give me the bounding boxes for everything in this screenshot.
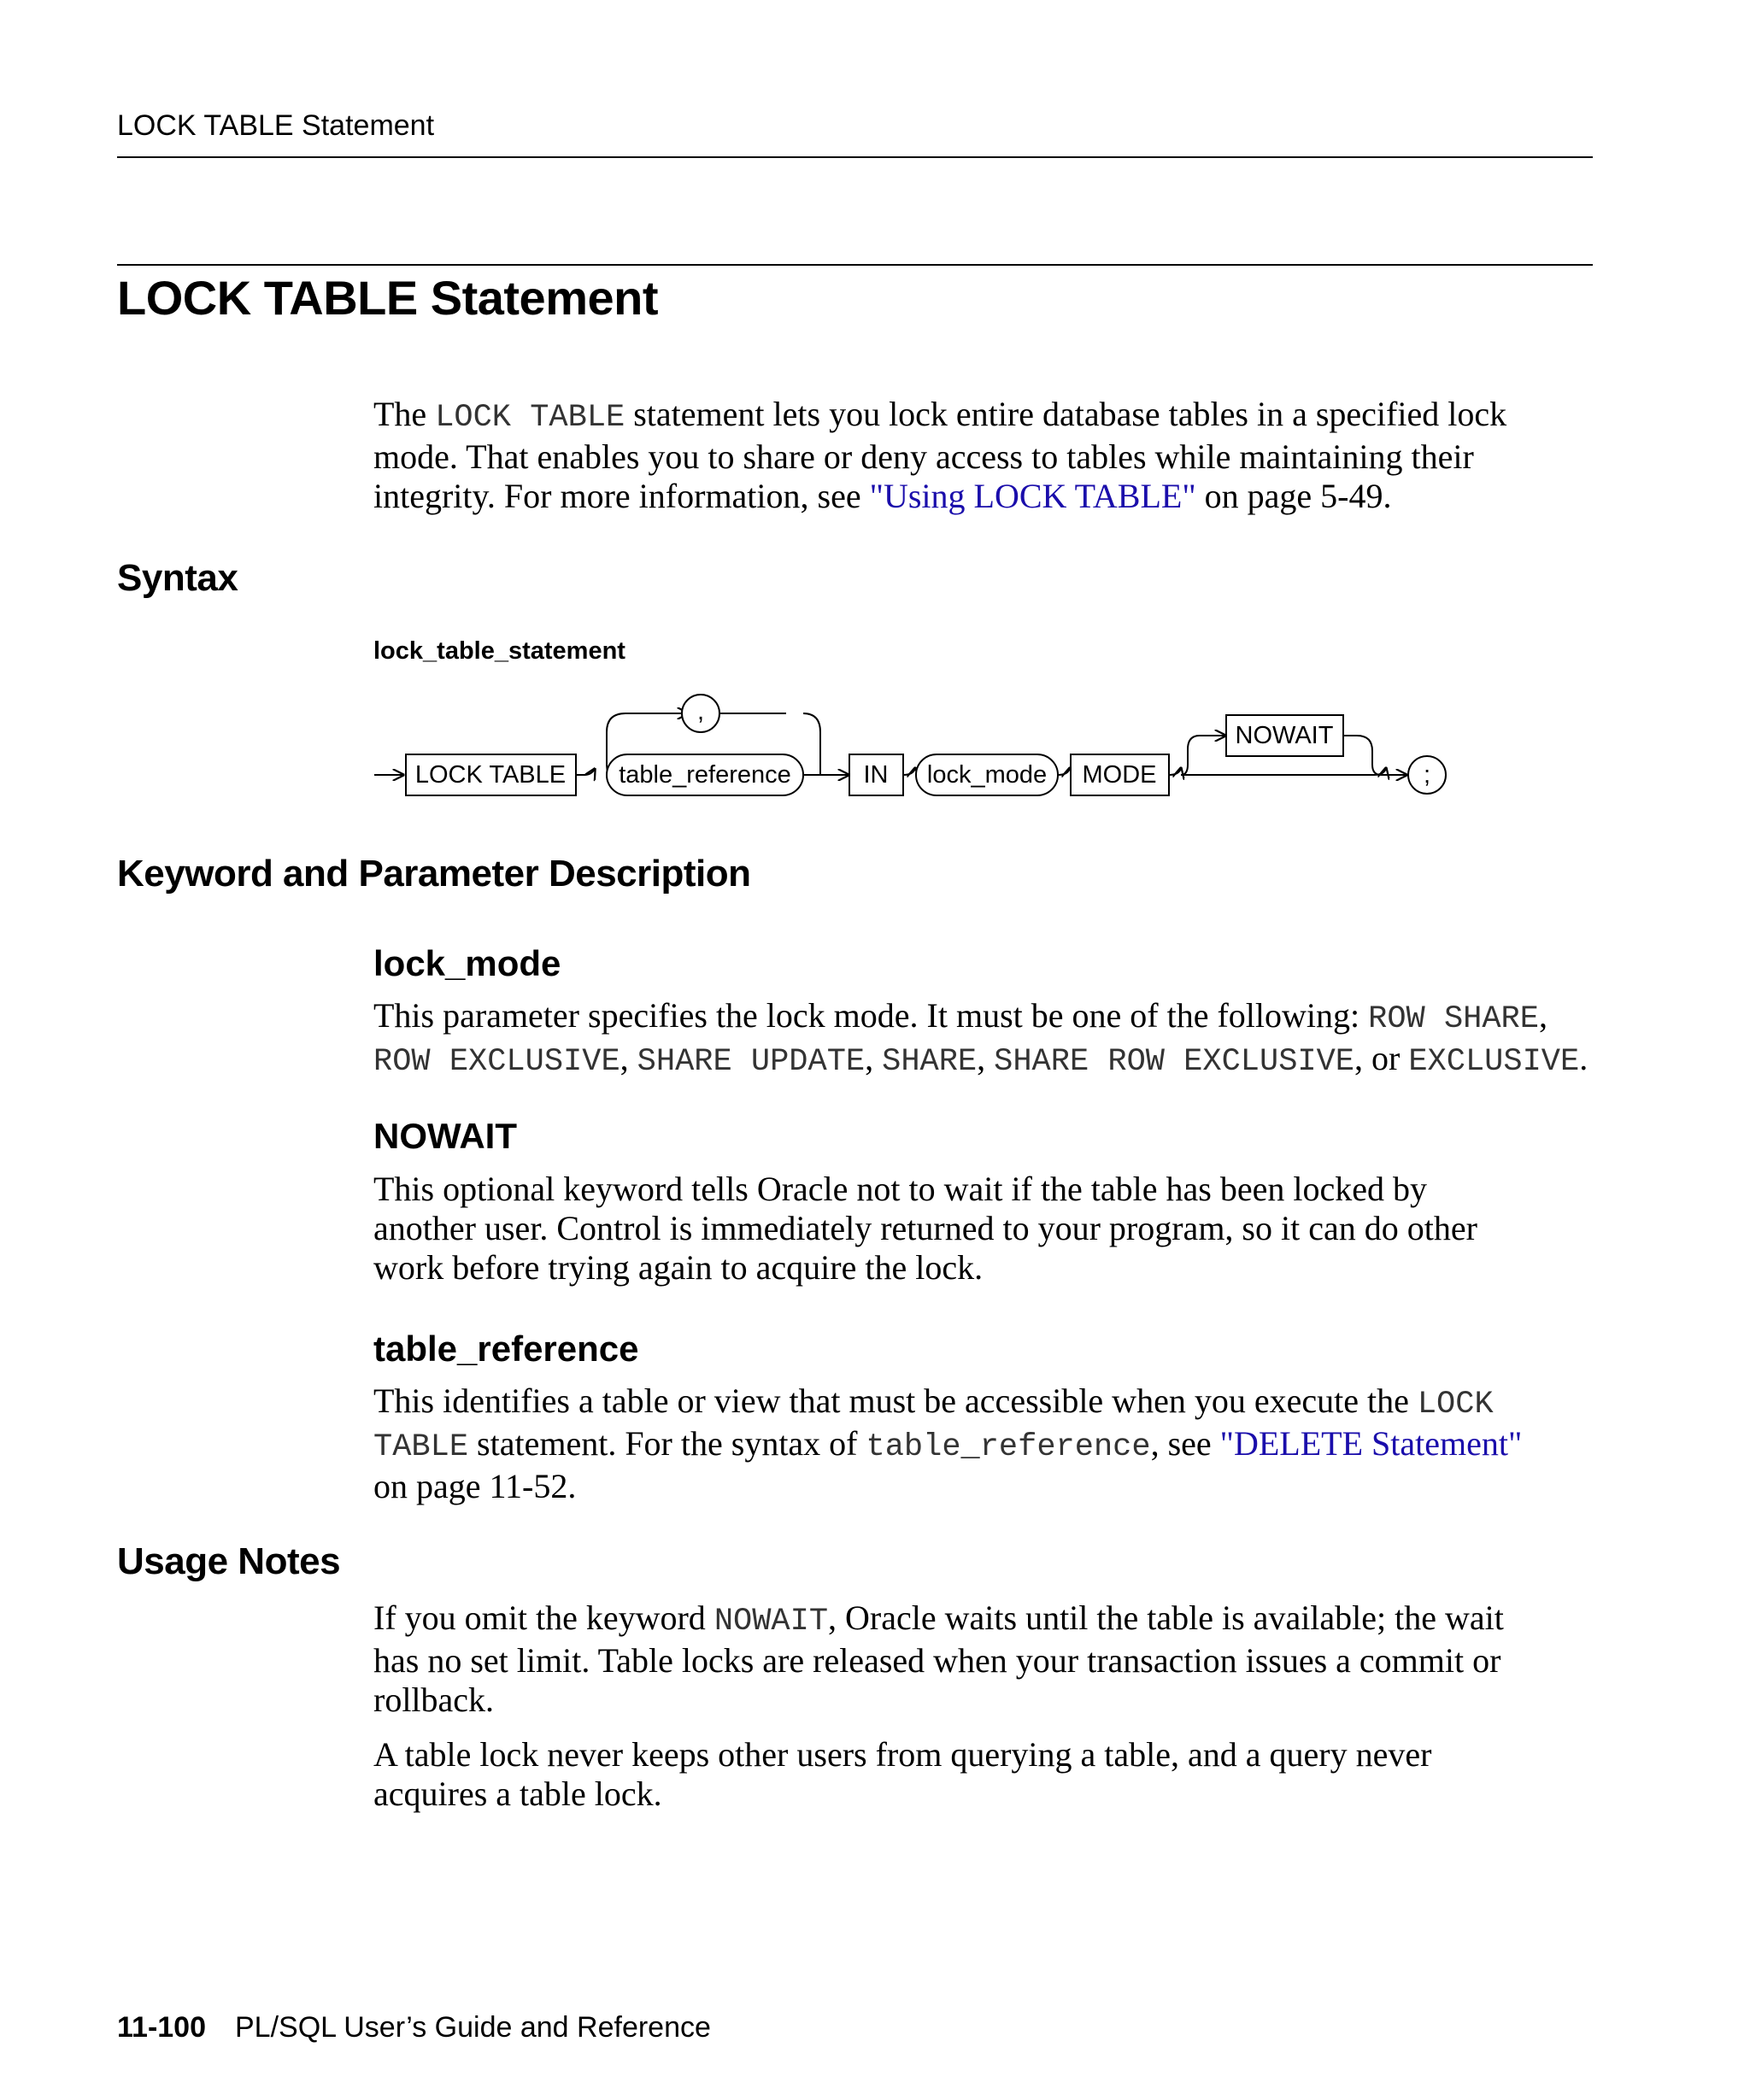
table-reference-line-3: on page 11-52. <box>373 1467 577 1505</box>
mode-label: MODE <box>1082 761 1157 789</box>
nowait-label: NOWAIT <box>1235 722 1334 749</box>
desc-code: table_reference <box>866 1429 1151 1465</box>
lock-mode-label: lock_mode <box>926 761 1048 789</box>
lock-mode-line-1 <box>373 996 1604 1039</box>
page-footer <box>117 2011 711 2044</box>
usage-line-4: A table lock never keeps other users from querying a table, and a query never <box>373 1735 1432 1774</box>
usage-text: If you omit the keyword <box>373 1598 714 1637</box>
table-reference-description <box>373 1381 1604 1506</box>
header-rule <box>117 156 1593 158</box>
desc-text: statement. For the syntax of <box>468 1424 866 1463</box>
desc-text: This parameter specifies the lock mode. It must be one of the following: <box>373 996 1369 1035</box>
desc-code: ROW SHARE <box>1368 1001 1539 1037</box>
desc-text: This identifies a table or view that must be accessible when you execute the <box>373 1381 1418 1420</box>
desc-text: , <box>977 1039 995 1077</box>
desc-code: EXCLUSIVE <box>1408 1044 1580 1080</box>
using-lock-table-link[interactable]: "Using LOCK TABLE" <box>869 477 1196 515</box>
table-reference-heading: table_reference <box>373 1329 639 1369</box>
semicolon-label: ; <box>1423 761 1431 789</box>
intro-line-2: mode. That enables you to share or deny access to tables while maintaining their <box>373 437 1474 476</box>
path-lock-to-ref <box>576 769 595 775</box>
intro-paragraph <box>373 395 1604 516</box>
nowait-line-3: work before trying again to acquire the lock. <box>373 1248 984 1287</box>
desc-text: , <box>620 1039 637 1077</box>
lock-mode-heading: lock_mode <box>373 943 561 983</box>
desc-code: LOCK <box>1417 1387 1494 1422</box>
comma-label: , <box>696 698 705 725</box>
intro-line-3 <box>373 477 1604 516</box>
usage-paragraph-2 <box>373 1735 1604 1814</box>
lock-mode-line-2 <box>373 1039 1604 1082</box>
path-in-to-lockmode <box>903 768 915 775</box>
syntax-heading: Syntax <box>117 557 238 599</box>
usage-text: , Oracle waits until the table is available; the wait <box>828 1598 1504 1637</box>
diagram-label: lock_table_statement <box>373 637 625 665</box>
desc-code: SHARE <box>882 1044 978 1080</box>
path-mode-out <box>1169 768 1181 775</box>
path-nowait-bypass <box>1181 768 1386 775</box>
desc-text: , or <box>1354 1039 1409 1077</box>
lock-mode-description <box>373 996 1604 1082</box>
nowait-line-1: This optional keyword tells Oracle not to wait if the table has been locked by <box>373 1170 1427 1208</box>
intro-text: on page 5-49. <box>1195 477 1392 515</box>
usage-line-3: rollback. <box>373 1681 495 1719</box>
table-reference-line-2 <box>373 1424 1604 1467</box>
usage-line-2: has no set limit. Table locks are released when your transaction issues a commit or <box>373 1641 1501 1680</box>
usage-notes-heading: Usage Notes <box>117 1540 341 1582</box>
path-lockmode-to-mode <box>1058 768 1070 775</box>
lock-table-label: LOCK TABLE <box>414 761 567 789</box>
nowait-line-2: another user. Control is immediately returned to your program, so it can do other <box>373 1209 1477 1247</box>
syntax-diagram <box>359 688 1470 816</box>
intro-line-1 <box>373 395 1604 437</box>
title-rule <box>117 264 1593 266</box>
nowait-heading: NOWAIT <box>373 1116 517 1156</box>
page-title: LOCK TABLE Statement <box>117 271 658 325</box>
desc-code: SHARE UPDATE <box>637 1044 866 1080</box>
usage-line-5: acquires a table lock. <box>373 1774 662 1813</box>
desc-code: TABLE <box>373 1429 469 1465</box>
desc-code: SHARE ROW EXCLUSIVE <box>994 1044 1355 1080</box>
intro-text: statement lets you lock entire database tables in a specified lock <box>625 395 1507 433</box>
keyword-parameter-heading: Keyword and Parameter Description <box>117 853 751 895</box>
book-title: PL/SQL User’s Guide and Reference <box>235 2011 711 2044</box>
nowait-description <box>373 1170 1604 1288</box>
in-label: IN <box>863 761 889 789</box>
desc-text: , <box>1538 996 1547 1035</box>
usage-code: NOWAIT <box>714 1604 829 1640</box>
usage-line-1 <box>373 1598 1604 1641</box>
table-reference-label: table_reference <box>619 761 791 789</box>
delete-statement-link[interactable]: "DELETE Statement" <box>1219 1424 1523 1463</box>
desc-code: ROW EXCLUSIVE <box>373 1044 620 1080</box>
path-nowait-merge <box>1343 736 1381 775</box>
usage-paragraph-1 <box>373 1598 1604 1720</box>
desc-text: , <box>865 1039 883 1077</box>
running-header: LOCK TABLE Statement <box>117 109 435 142</box>
desc-text: , see <box>1150 1424 1220 1463</box>
desc-text: . <box>1579 1039 1589 1077</box>
intro-text: integrity. For more information, see <box>373 477 870 515</box>
path-comma-loop <box>803 713 820 775</box>
page-number: 11-100 <box>117 2011 206 2044</box>
path-to-nowait <box>1181 736 1225 775</box>
table-reference-line-1 <box>373 1381 1604 1424</box>
intro-text: The <box>373 395 436 433</box>
intro-code: LOCK TABLE <box>435 400 625 436</box>
